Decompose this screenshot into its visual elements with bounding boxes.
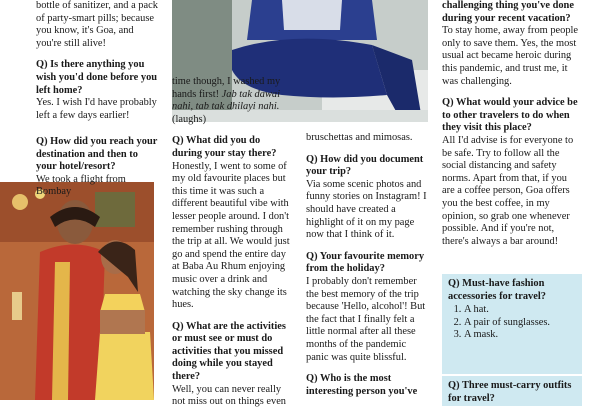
answer-document: Via some scenic photos and funny stories on Instagram! I should have created a highlight of it on my page now that I think of it. (306, 178, 427, 241)
column-4 (442, 0, 582, 257)
question-missed: Q) What are the activities or must see or must do activities that you missed doing while you stayed there? (172, 320, 286, 383)
photo-couple-illustration (0, 182, 154, 400)
question-wish: Q) Is there anything you wish you'd done before you left home? (36, 59, 158, 96)
question-accessories: Q) Must-have fashion accessories for travel? (448, 278, 546, 302)
answer-reach: We took a flight from Bombay (36, 173, 126, 198)
question-challenging: challenging thing you've done during your recent vacation? (442, 0, 574, 24)
column-2 (172, 76, 292, 418)
question-person: Q) Who is the most interesting person you've (306, 373, 418, 397)
question-do: Q) What did you do during your stay there? (172, 135, 277, 159)
answer-missed: Well, you can never really not miss out on things even (172, 383, 287, 408)
sidebar-box-accessories (442, 274, 582, 374)
answer-memory: I probably don't remember the best memory of the trip because 'Hello, alcohol'! But the fact that I finally felt a little normal after all these months of the pandemic panic was quite blissful. (306, 275, 426, 363)
continued-text-3: bruschettas and mimosas. (306, 132, 413, 143)
continued-text: time though, I washed my hands first! (172, 76, 281, 100)
question-reach: Q) How did you reach your destination and then to your hotel/resort? (36, 136, 158, 173)
intro-text: bottle of sanitizer, and a pack of party-smart pills; because you know, it's Goa, and you're still alive! (36, 0, 158, 49)
column-1 (36, 0, 161, 131)
question-advice: Q) What would your advice be to other travelers to do when they visit this place? (442, 97, 578, 134)
photo-couple (0, 182, 154, 400)
answer-challenging: To stay home, away from people only to save them. Yes, the most usual act became heroic during this pandemic, and trust me, it was challenging. (442, 25, 579, 87)
column-3 (306, 132, 430, 407)
answer-wish: Yes. I wish I'd have probably left a few days earlier! (36, 97, 157, 121)
question-outfits: Q) Three must-carry outfits for travel? (448, 380, 572, 404)
list-item: 3. A mask. (464, 329, 576, 342)
list-item: 1. A hat. (464, 304, 576, 317)
answer-do: Honestly, I went to some of my old favourite places but this time it was such a different beautiful vibe with lesser people around. I don't remember rushing through the trip at all. We would just go and spend the entire day at Baba Au Rhum enjoying music over a drink and watching the sky change its hues. (172, 160, 290, 311)
quote-italic: Jab tak dawai nahi, tab tak dhilayi nahi. (172, 88, 280, 113)
list-item: 2. A pair of sunglasses. (464, 317, 576, 330)
answer-advice: All I'd advise is for everyone to be safe. Try to follow all the social distancing and safety norms. Apart from that, if you are a coffee person, Goa offers you the best coffee, in my opinion, so grab one whenever possible. And if you're not, there's always a bar around! (442, 134, 574, 247)
laughs-text: (laughs) (172, 113, 207, 125)
question-memory: Q) Your favourite memory from the holiday? (306, 250, 425, 275)
sidebar-box-outfits (442, 376, 582, 406)
accessories-list (448, 304, 576, 342)
column-1-lower (36, 136, 161, 208)
question-document: Q) How did you document your trip? (306, 153, 424, 178)
